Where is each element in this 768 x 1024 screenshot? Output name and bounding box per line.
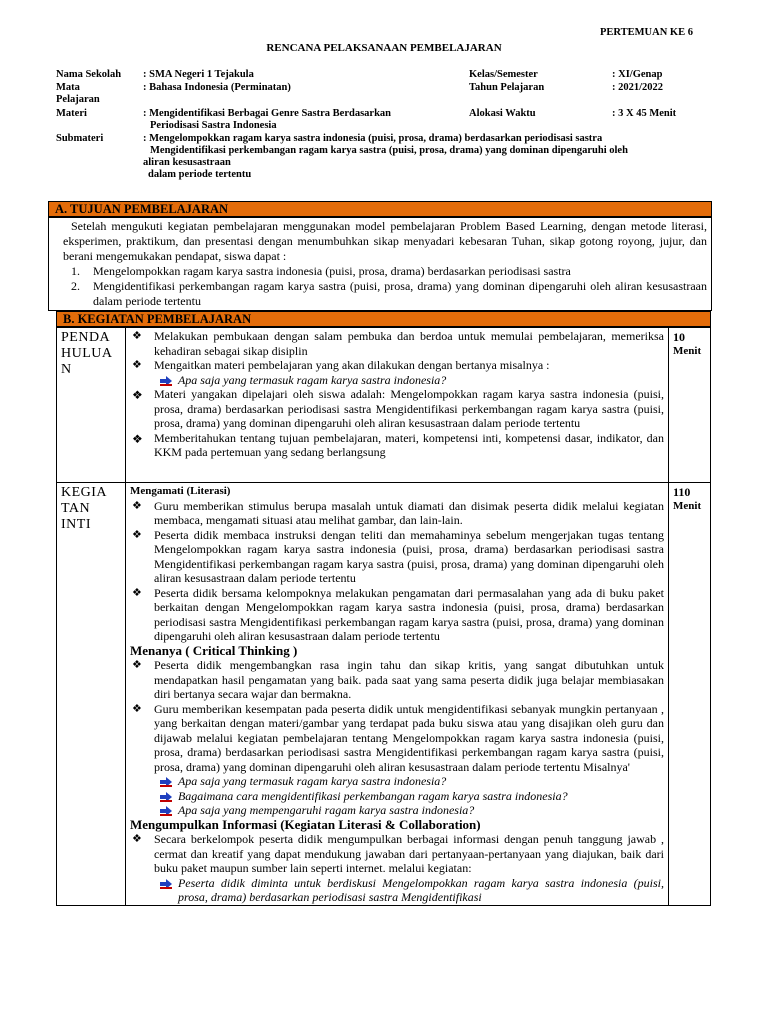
content-cell-core <box>125 483 668 906</box>
list-item: ❖ Materi yangakan dipelajari oleh siswa adalah: Mengelompokkan ragam karya sastra indonesia (puisi, prosa, drama) berdasarkan periodisasi sastra Mengidentifikasi perkembangan ragam karya sastra (puisi, prosa, drama) yang dominan dipengaruhi oleh aliran kesusastraan dalam periode tertentu <box>131 387 664 430</box>
diamond-bullet-icon: ❖ <box>131 528 142 541</box>
list-item: Peserta didik diminta untuk berdiskusi Mengelompokkan ragam karya sastra indonesia (puisi, prosa, drama) berdasarkan periodisasi sastra Mengidentifikasi <box>130 876 664 905</box>
list-item: Apa saja yang mempengaruhi ragam karya sastra indonesia? <box>130 803 664 818</box>
class-value: : XI/Genap <box>612 69 663 80</box>
list-item: ❖ Secara berkelompok peserta didik mengumpulkan berbagai informasi dengan penuh tanggung jawab , cermat dan kreatif yang dapat mendukung jawaban dari pertanyaan-pertanyaan yang diajukan, baik dari buku paket maupun sumber lain seperti internet. melalui kegiatan: <box>131 832 664 875</box>
phase-cell-introduction: PENDA HULUA N <box>57 328 126 483</box>
activities-table <box>56 327 711 906</box>
objectives-intro: Setelah mengukuti kegiatan pembelajaran menggunakan model pembelajaran Problem Based Learning, dengan metode literasi, eksperimen, praktikum, dan presentasi dengan menumbuhkan sikap menyadari kebesaran Tuhan, sikap gotong royong, jujur, dan berani mengemukakan pendapat, siswa dapat : <box>63 219 707 263</box>
time-cell-introduction: 10 Menit <box>669 328 711 483</box>
diamond-bullet-icon: ❖ <box>131 702 142 715</box>
section-b-header: B. KEGIATAN PEMBELAJARAN <box>56 311 711 327</box>
list-item: ❖ Guru memberikan kesempatan pada peserta didik untuk mengidentifikasi sebanyak mungkin pertanyaan , yang berkaitan dengan materi/gambar yang terdapat pada buku siswa atau yang disajikan oleh guru dan dijawab melalui kegiatan pembelajaran tentang Mengelompokkan ragam karya sastra indonesia (puisi, prosa, drama) berdasarkan periodisasi sastra Mengidentifikasi perkembangan ragam karya sastra (puisi, prosa, drama) yang dominan dipengaruhi oleh aliran kesusastraan dalam periode tertentu Misalnya' <box>131 701 664 774</box>
questioning-heading: Menanya ( Critical Thinking ) <box>129 642 298 658</box>
information-gathering-heading: Mengumpulkan Informasi (Kegiatan Literasi & Collaboration) <box>129 816 481 832</box>
list-item: Apa saja yang termasuk ragam karya sastra indonesia? <box>130 373 664 388</box>
diamond-bullet-icon: ❖ <box>131 659 142 671</box>
meeting-number: PERTEMUAN KE 6 <box>600 27 693 38</box>
school-value: : SMA Negeri 1 Tejakula <box>143 69 254 80</box>
year-value: : 2021/2022 <box>612 82 664 93</box>
phase-cell-core: KEGIA TAN INTI <box>57 483 126 906</box>
diamond-bullet-icon: ❖ <box>131 388 143 402</box>
objectives-list <box>71 264 707 309</box>
diamond-bullet-icon: ❖ <box>131 499 142 512</box>
material-label: Materi <box>56 108 87 119</box>
section-a-header: A. TUJUAN PEMBELAJARAN <box>48 201 712 217</box>
diamond-bullet-icon: ❖ <box>131 833 142 845</box>
subject-value: : Bahasa Indonesia (Perminatan) <box>143 82 291 93</box>
list-item: Bagaimana cara mengidentifikasi perkembangan ragam karya sastra indonesia? <box>130 789 664 804</box>
arrow-bullet-icon <box>160 792 172 802</box>
submaterial-value-2: Mengidentifikasi perkembangan ragam karya sastra (puisi, prosa, drama) yang dominan dipengaruhi oleh <box>150 145 628 156</box>
submaterial-value-4: dalam periode tertentu <box>148 169 252 180</box>
arrow-bullet-icon <box>160 806 172 816</box>
list-item: ❖ Guru memberikan stimulus berupa masalah untuk diamati dan disimak peserta didik melalui kegiatan membaca, mengamati situasi atau melihat gambar, dan lain-lain. <box>131 498 664 527</box>
list-item: Apa saja yang termasuk ragam karya sastra indonesia? <box>130 774 664 789</box>
submaterial-value-3: aliran kesusastraan <box>143 157 231 168</box>
time-allocation-value: : 3 X 45 Menit <box>612 108 677 119</box>
list-item: ❖ Melakukan pembukaan dengan salam pembuka dan berdoa untuk memulai pembelajaran, memeriksa kehadiran sebagai sikap disiplin <box>131 329 664 358</box>
objective-item: 2. Mengidentifikasi perkembangan ragam karya sastra (puisi, prosa, drama) yang dominan dipengaruhi oleh aliran kesusastraan dalam periode tertentu <box>71 279 707 308</box>
learning-objectives-box <box>48 217 712 311</box>
diamond-bullet-icon: ❖ <box>131 359 142 371</box>
diamond-bullet-icon: ❖ <box>131 586 142 599</box>
content-cell-introduction <box>125 328 668 483</box>
list-item: ❖ Peserta didik bersama kelompoknya melakukan pengamatan dari permasalahan yang ada di buku paket berkaitan dengan Mengelompokkan ragam karya sastra indonesia (puisi, prosa, drama) berdasarkan periodisasi sastra Mengidentifikasi perkembangan ragam karya sastra (puisi, prosa, drama) yang dominan dipengaruhi oleh aliran kesusastraan dalam periode tertentu <box>131 585 664 643</box>
table-row-introduction <box>57 328 711 483</box>
submaterial-value-1: : Mengelompokkan ragam karya sastra indonesia (puisi, prosa, drama) berdasarkan periodisasi sastra <box>143 133 603 144</box>
submaterial-label: Submateri <box>56 133 104 144</box>
time-cell-core: 110 Menit <box>669 483 711 906</box>
document-title: RENCANA PELAKSANAAN PEMBELAJARAN <box>266 42 502 54</box>
arrow-bullet-icon <box>160 777 172 787</box>
diamond-bullet-icon: ❖ <box>131 431 143 446</box>
material-value-2: Periodisasi Sastra Indonesia <box>150 120 277 131</box>
time-allocation-label: Alokasi Waktu <box>469 108 536 119</box>
arrow-bullet-icon <box>160 879 172 889</box>
year-label: Tahun Pelajaran <box>469 82 545 93</box>
material-value-1: : Mengidentifikasi Berbagai Genre Sastra Berdasarkan <box>143 108 392 119</box>
table-row-core <box>57 483 711 906</box>
school-label: Nama Sekolah <box>56 69 122 80</box>
arrow-bullet-icon <box>160 376 172 386</box>
list-item: ❖ Peserta didik membaca instruksi dengan teliti dan memahaminya sebelum mengerjakan tugas tentang Mengelompokkan ragam karya sastra indonesia (puisi, prosa, drama) berdasarkan periodisasi sastra Mengidentifikasi perkembangan ragam karya sastra (puisi, prosa, drama) yang dominan dipengaruhi oleh aliran kesusastraan dalam periode tertentu <box>131 527 664 585</box>
observing-heading: Mengamati (Literasi) <box>129 485 231 497</box>
subject-label-1: Mata <box>56 82 80 93</box>
class-label: Kelas/Semester <box>469 69 538 80</box>
diamond-bullet-icon: ❖ <box>131 330 142 342</box>
list-item: ❖ Memberitahukan tentang tujuan pembelajaran, materi, kompetensi inti, kompetensi dasar, indikator, dan KKM pada pertemuan yang sedang berlangsung <box>131 430 664 459</box>
objective-item: 1. Mengelompokkan ragam karya sastra indonesia (puisi, prosa, drama) berdasarkan periodisasi sastra <box>71 264 571 278</box>
list-item: ❖ Mengaitkan materi pembelajaran yang akan dilakukan dengan bertanya misalnya : <box>131 358 550 372</box>
list-item: ❖ Peserta didik mengembangkan rasa ingin tahu dan sikap kritis, yang sangat dibutuhkan untuk mendapatkan hasil pengamatan yang baik. pada saat yang sama peserta didik juga belajar membiasakan diri bertanya secara wajar dan bermakna. <box>131 658 664 701</box>
subject-label-2: Pelajaran <box>56 94 100 105</box>
